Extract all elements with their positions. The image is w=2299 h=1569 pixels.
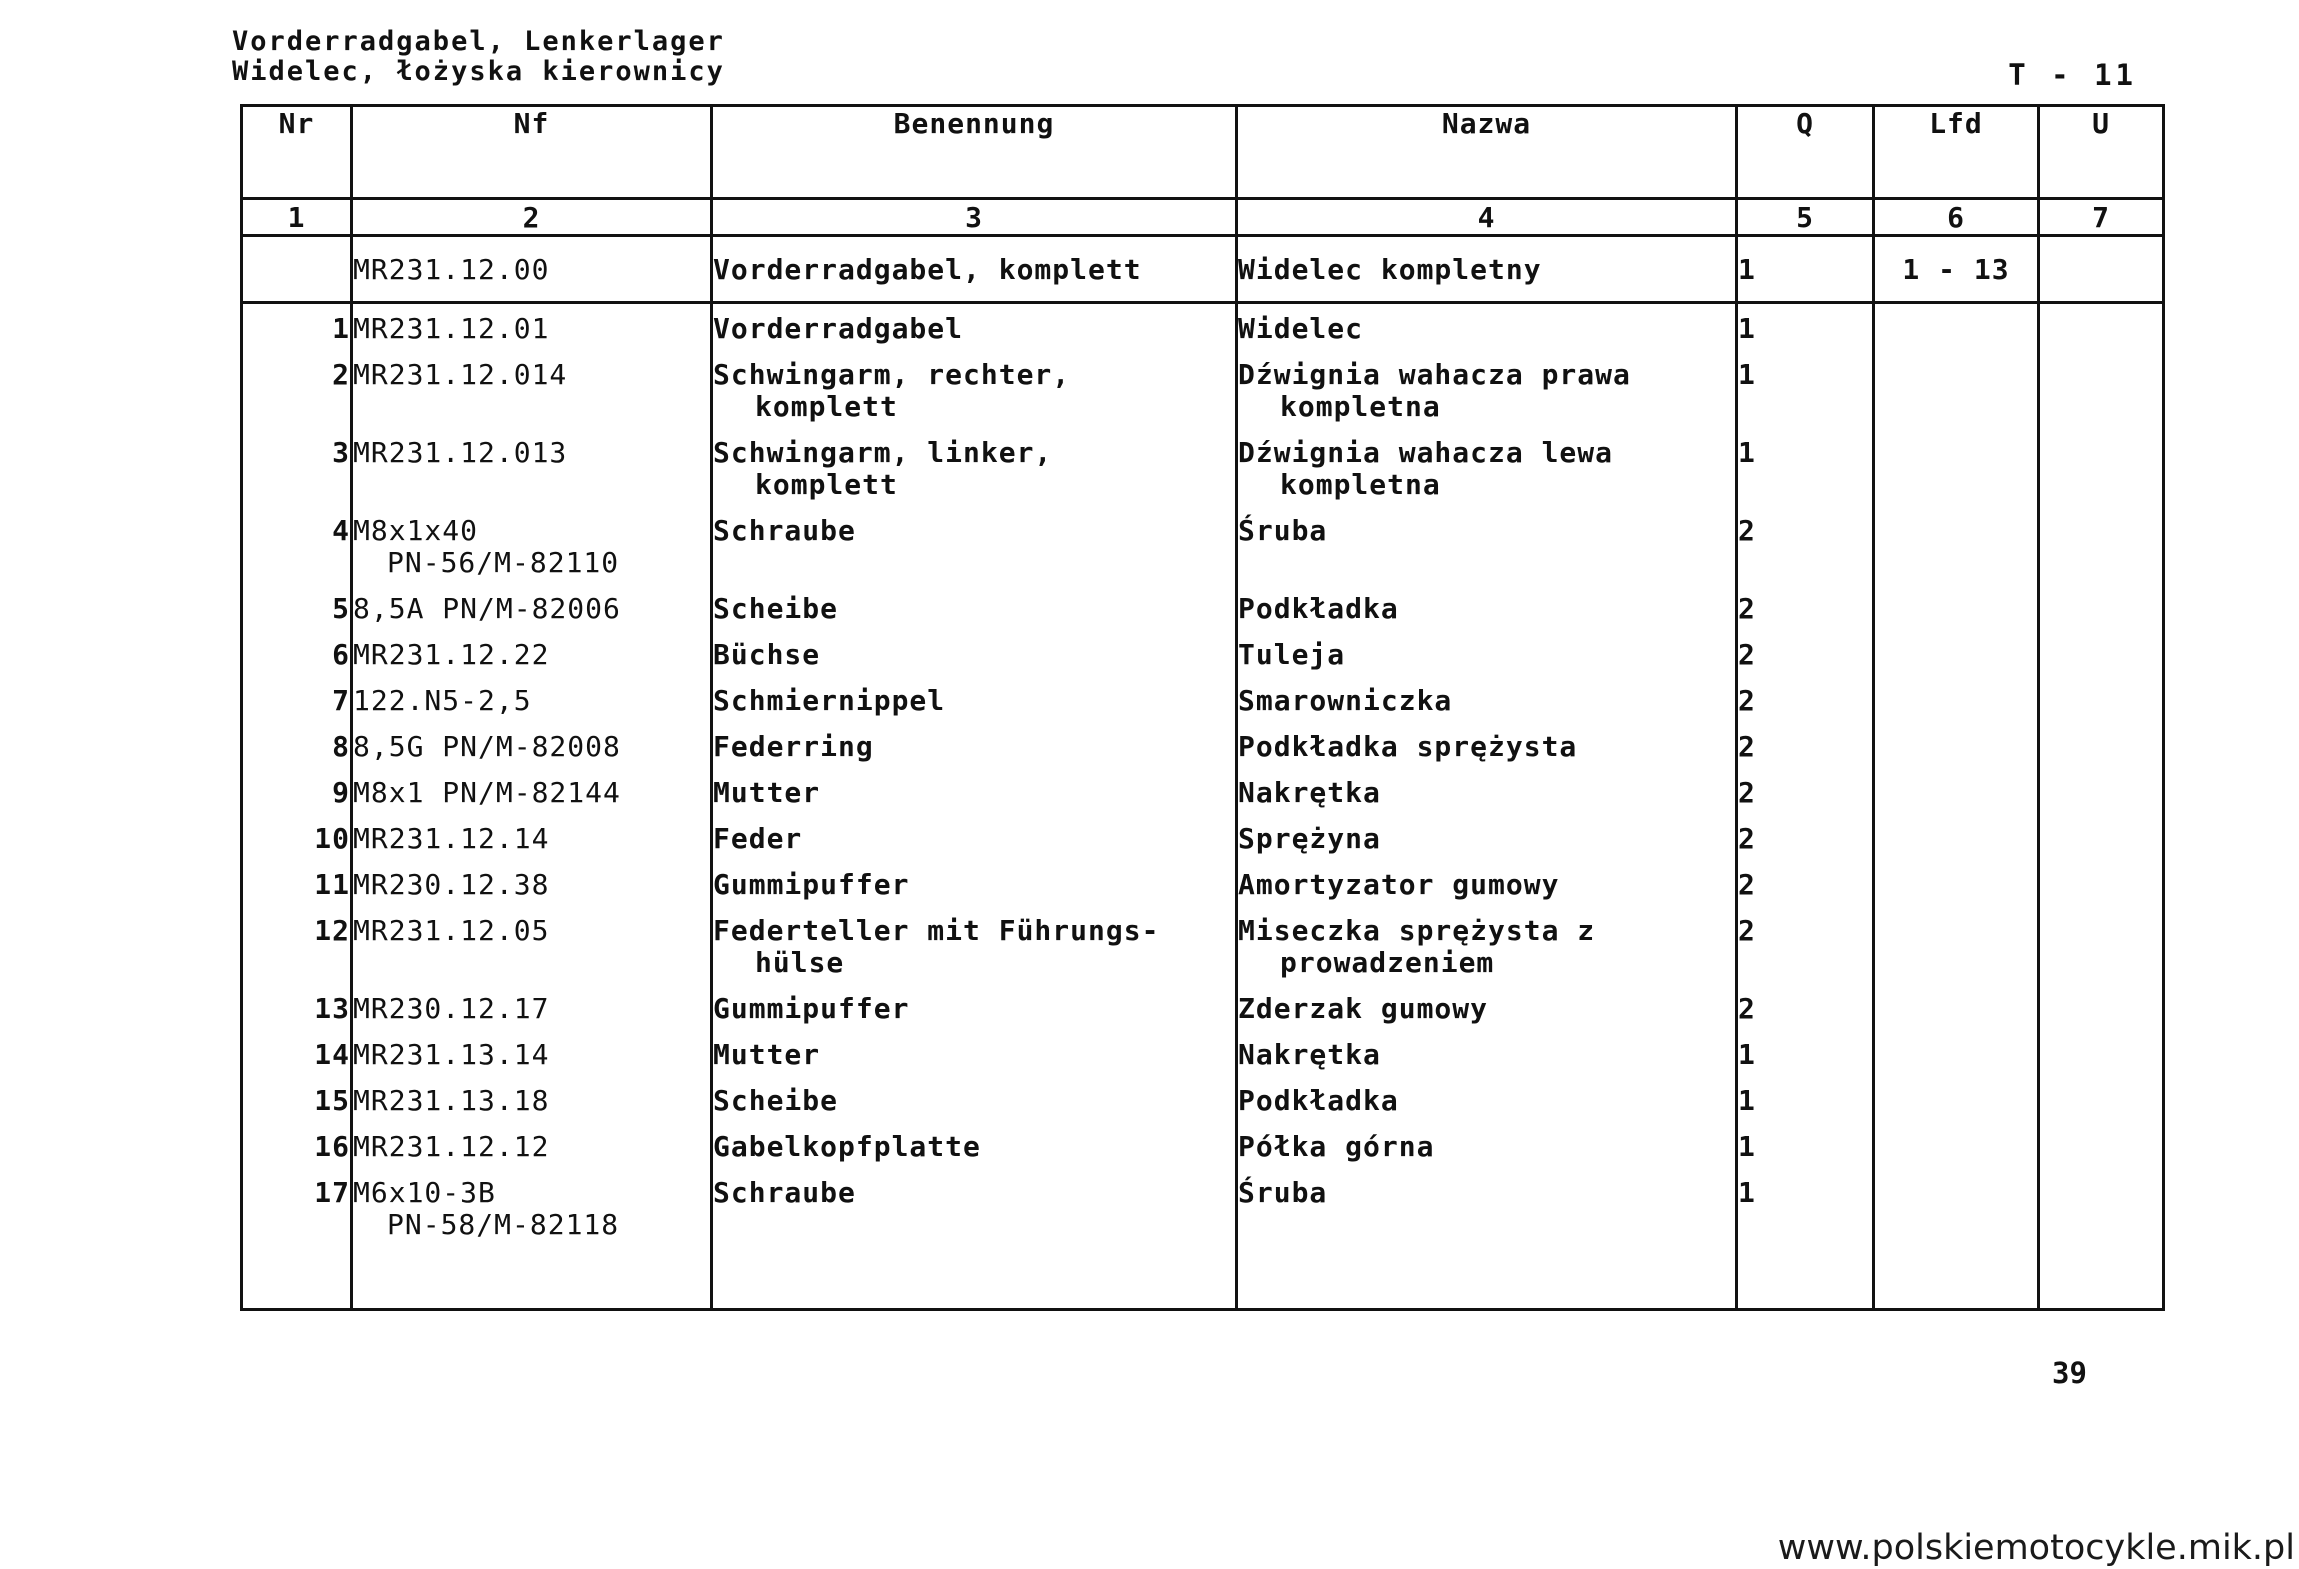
cell-q: 2 xyxy=(1737,506,1874,584)
cell-nazwa xyxy=(1237,722,1737,768)
cell-u xyxy=(2039,1076,2164,1122)
nazwa-line-2: kompletna xyxy=(1280,390,1441,423)
cell-nr: 7 xyxy=(242,676,352,722)
nazwa-line: Amortyzator gumowy xyxy=(1238,868,1560,901)
table-row xyxy=(242,350,2164,428)
cell-u xyxy=(2039,584,2164,630)
nazwa-line: Nakrętka xyxy=(1238,776,1381,809)
cell-u xyxy=(2039,630,2164,676)
cell-q: 2 xyxy=(1737,630,1874,676)
assembly-nr xyxy=(242,236,352,303)
cell-nazwa xyxy=(1237,506,1737,584)
cell-u xyxy=(2039,428,2164,506)
benennung-line: Büchse xyxy=(713,638,821,671)
nazwa-line: Tuleja xyxy=(1238,638,1346,671)
nazwa-line: Widelec xyxy=(1238,312,1364,345)
cell-nr: 11 xyxy=(242,860,352,906)
col-header-nf: Nf xyxy=(352,106,712,199)
cell-nf xyxy=(352,350,712,428)
title-german: Vorderradgabel, Lenkerlager xyxy=(232,26,725,57)
cell-lfd xyxy=(1874,584,2039,630)
assembly-u xyxy=(2039,236,2164,303)
nazwa-line: Podkładka xyxy=(1238,592,1399,625)
nf-line: M8x1x40 xyxy=(353,514,479,547)
benennung-line: Schwingarm, linker, xyxy=(713,436,1053,469)
cell-q: 2 xyxy=(1737,906,1874,984)
cell-u xyxy=(2039,1122,2164,1168)
cell-lfd xyxy=(1874,860,2039,906)
cell-q: 2 xyxy=(1737,814,1874,860)
cell-benennung xyxy=(712,906,1237,984)
parts-table xyxy=(240,104,2165,1311)
cell-nf xyxy=(352,1122,712,1168)
page-code: T - 11 xyxy=(2008,58,2137,92)
nf-line: MR231.12.05 xyxy=(353,914,550,947)
nf-line: 8,5G PN/M-82008 xyxy=(353,730,621,763)
cell-lfd xyxy=(1874,768,2039,814)
cell-lfd xyxy=(1874,303,2039,351)
cell-benennung xyxy=(712,1122,1237,1168)
cell-nr: 5 xyxy=(242,584,352,630)
cell-nazwa xyxy=(1237,768,1737,814)
cell-nr: 4 xyxy=(242,506,352,584)
cell-u xyxy=(2039,814,2164,860)
cell-nr: 17 xyxy=(242,1168,352,1246)
benennung-line-2: komplett xyxy=(755,390,898,423)
nazwa-line: Zderzak gumowy xyxy=(1238,992,1489,1025)
nazwa-line: Nakrętka xyxy=(1238,1038,1381,1071)
benennung-line: Vorderradgabel xyxy=(713,312,964,345)
nazwa-line: Podkładka xyxy=(1238,1084,1399,1117)
table-row xyxy=(242,1030,2164,1076)
nf-line: MR230.12.17 xyxy=(353,992,550,1025)
table-row xyxy=(242,303,2164,351)
cell-benennung xyxy=(712,428,1237,506)
column-number-row xyxy=(242,199,2164,236)
cell-nf xyxy=(352,428,712,506)
cell-benennung xyxy=(712,860,1237,906)
cell-nf xyxy=(352,906,712,984)
cell-nazwa xyxy=(1237,350,1737,428)
col-header-nazwa: Nazwa xyxy=(1237,106,1737,199)
nf-line: MR231.12.12 xyxy=(353,1130,550,1163)
cell-q: 2 xyxy=(1737,984,1874,1030)
nazwa-line: Sprężyna xyxy=(1238,822,1381,855)
cell-u xyxy=(2039,860,2164,906)
cell-nazwa xyxy=(1237,584,1737,630)
cell-u xyxy=(2039,676,2164,722)
benennung-line: Scheibe xyxy=(713,592,839,625)
table-row xyxy=(242,1168,2164,1246)
nazwa-line: Śruba xyxy=(1238,1176,1328,1209)
cell-nf xyxy=(352,584,712,630)
table-row xyxy=(242,1122,2164,1168)
col-header-u: U xyxy=(2039,106,2164,199)
col-header-lfd: Lfd xyxy=(1874,106,2039,199)
cell-q: 1 xyxy=(1737,303,1874,351)
benennung-line: Schraube xyxy=(713,1176,856,1209)
table-row xyxy=(242,984,2164,1030)
cell-nazwa xyxy=(1237,1122,1737,1168)
nf-line: M8x1 PN/M-82144 xyxy=(353,776,621,809)
cell-q: 2 xyxy=(1737,676,1874,722)
cell-nf xyxy=(352,676,712,722)
col-number: 4 xyxy=(1237,199,1737,236)
cell-nf xyxy=(352,303,712,351)
cell-nf xyxy=(352,1168,712,1246)
cell-benennung xyxy=(712,814,1237,860)
cell-nazwa xyxy=(1237,428,1737,506)
cell-lfd xyxy=(1874,722,2039,768)
cell-u xyxy=(2039,1030,2164,1076)
cell-q: 2 xyxy=(1737,722,1874,768)
cell-benennung xyxy=(712,506,1237,584)
cell-lfd xyxy=(1874,350,2039,428)
table-row xyxy=(242,860,2164,906)
cell-nr: 8 xyxy=(242,722,352,768)
benennung-line: Gummipuffer xyxy=(713,868,910,901)
cell-nazwa xyxy=(1237,814,1737,860)
benennung-line: Scheibe xyxy=(713,1084,839,1117)
cell-nr: 6 xyxy=(242,630,352,676)
cell-nf xyxy=(352,1030,712,1076)
nf-line: 8,5A PN/M-82006 xyxy=(353,592,621,625)
cell-benennung xyxy=(712,350,1237,428)
cell-u xyxy=(2039,722,2164,768)
empty-cell xyxy=(712,1246,1237,1310)
cell-nazwa xyxy=(1237,676,1737,722)
cell-benennung xyxy=(712,768,1237,814)
cell-q: 1 xyxy=(1737,428,1874,506)
cell-nr: 14 xyxy=(242,1030,352,1076)
cell-q: 1 xyxy=(1737,1076,1874,1122)
cell-nazwa xyxy=(1237,1168,1737,1246)
table-row xyxy=(242,768,2164,814)
cell-lfd xyxy=(1874,814,2039,860)
empty-cell xyxy=(352,1246,712,1310)
nazwa-line: Podkładka sprężysta xyxy=(1238,730,1578,763)
cell-nazwa xyxy=(1237,860,1737,906)
table-row xyxy=(242,814,2164,860)
col-number: 1 xyxy=(242,199,352,236)
benennung-line: Federring xyxy=(713,730,874,763)
assembly-nazwa: Widelec kompletny xyxy=(1237,236,1737,303)
cell-q: 1 xyxy=(1737,1030,1874,1076)
cell-nr: 2 xyxy=(242,350,352,428)
col-number: 6 xyxy=(1874,199,2039,236)
cell-nf xyxy=(352,630,712,676)
assembly-row xyxy=(242,236,2164,303)
cell-u xyxy=(2039,303,2164,351)
cell-benennung xyxy=(712,630,1237,676)
nf-line: MR231.12.01 xyxy=(353,312,550,345)
cell-lfd xyxy=(1874,428,2039,506)
nazwa-line: Śruba xyxy=(1238,514,1328,547)
nf-line: MR231.12.22 xyxy=(353,638,550,671)
cell-nr: 13 xyxy=(242,984,352,1030)
cell-lfd xyxy=(1874,1122,2039,1168)
nf-line: MR230.12.38 xyxy=(353,868,550,901)
empty-cell xyxy=(1874,1246,2039,1310)
table-row xyxy=(242,1076,2164,1122)
cell-q: 2 xyxy=(1737,584,1874,630)
cell-nr: 9 xyxy=(242,768,352,814)
cell-q: 2 xyxy=(1737,860,1874,906)
col-number: 3 xyxy=(712,199,1237,236)
cell-benennung xyxy=(712,584,1237,630)
assembly-benennung: Vorderradgabel, komplett xyxy=(712,236,1237,303)
cell-nr: 3 xyxy=(242,428,352,506)
benennung-line: Mutter xyxy=(713,1038,821,1071)
cell-nazwa xyxy=(1237,906,1737,984)
table-row xyxy=(242,506,2164,584)
benennung-line: Feder xyxy=(713,822,803,855)
benennung-line: Mutter xyxy=(713,776,821,809)
cell-q: 1 xyxy=(1737,1122,1874,1168)
cell-nazwa xyxy=(1237,984,1737,1030)
benennung-line: Schmiernippel xyxy=(713,684,946,717)
col-number: 2 xyxy=(352,199,712,236)
nazwa-line: Miseczka sprężysta z xyxy=(1238,914,1596,947)
benennung-line: Schraube xyxy=(713,514,856,547)
website-url: www.polskiemotocykle.mik.pl xyxy=(1777,1528,2295,1568)
nf-line: MR231.13.14 xyxy=(353,1038,550,1071)
empty-cell xyxy=(1237,1246,1737,1310)
table-filler-row xyxy=(242,1246,2164,1310)
nf-line: 122.N5-2,5 xyxy=(353,684,532,717)
cell-nr: 10 xyxy=(242,814,352,860)
empty-cell xyxy=(2039,1246,2164,1310)
cell-nazwa xyxy=(1237,1076,1737,1122)
nf-line: MR231.13.18 xyxy=(353,1084,550,1117)
assembly-lfd: 1 - 13 xyxy=(1874,236,2039,303)
nf-line: MR231.12.014 xyxy=(353,358,568,391)
nazwa-line: Półka górna xyxy=(1238,1130,1435,1163)
benennung-line-2: hülse xyxy=(755,946,845,979)
cell-nf xyxy=(352,1076,712,1122)
benennung-line: Schwingarm, rechter, xyxy=(713,358,1071,391)
cell-u xyxy=(2039,906,2164,984)
nf-line: MR231.12.013 xyxy=(353,436,568,469)
cell-nf xyxy=(352,814,712,860)
benennung-line-2: komplett xyxy=(755,468,898,501)
table-row xyxy=(242,630,2164,676)
table-row xyxy=(242,906,2164,984)
cell-nazwa xyxy=(1237,303,1737,351)
cell-nf xyxy=(352,984,712,1030)
cell-benennung xyxy=(712,984,1237,1030)
cell-nf xyxy=(352,860,712,906)
cell-u xyxy=(2039,984,2164,1030)
cell-lfd xyxy=(1874,1030,2039,1076)
table-row xyxy=(242,676,2164,722)
cell-benennung xyxy=(712,1168,1237,1246)
nf-line: M6x10-3B xyxy=(353,1176,496,1209)
nazwa-line: Dźwignia wahacza prawa xyxy=(1238,358,1631,391)
cell-u xyxy=(2039,1168,2164,1246)
cell-nf xyxy=(352,722,712,768)
cell-u xyxy=(2039,350,2164,428)
col-number: 7 xyxy=(2039,199,2164,236)
nazwa-line-2: prowadzeniem xyxy=(1280,946,1495,979)
cell-nf xyxy=(352,506,712,584)
cell-lfd xyxy=(1874,906,2039,984)
assembly-nf: MR231.12.00 xyxy=(352,236,712,303)
col-header-nr: Nr xyxy=(242,106,352,199)
cell-nazwa xyxy=(1237,630,1737,676)
cell-q: 1 xyxy=(1737,1168,1874,1246)
cell-benennung xyxy=(712,676,1237,722)
nazwa-line-2: kompletna xyxy=(1280,468,1441,501)
title-polish: Widelec, łożyska kierownicy xyxy=(232,56,725,87)
empty-cell xyxy=(1737,1246,1874,1310)
cell-benennung xyxy=(712,303,1237,351)
benennung-line: Gabelkopfplatte xyxy=(713,1130,981,1163)
cell-nr: 12 xyxy=(242,906,352,984)
cell-q: 1 xyxy=(1737,350,1874,428)
page-number: 39 xyxy=(2052,1356,2087,1390)
cell-benennung xyxy=(712,722,1237,768)
cell-lfd xyxy=(1874,984,2039,1030)
nf-line-2: PN-58/M-82118 xyxy=(387,1208,620,1241)
cell-benennung xyxy=(712,1076,1237,1122)
header-row xyxy=(242,106,2164,199)
cell-nr: 1 xyxy=(242,303,352,351)
table-row xyxy=(242,722,2164,768)
nf-line-2: PN-56/M-82110 xyxy=(387,546,620,579)
cell-lfd xyxy=(1874,506,2039,584)
cell-benennung xyxy=(712,1030,1237,1076)
empty-cell xyxy=(242,1246,352,1310)
col-header-q: Q xyxy=(1737,106,1874,199)
cell-u xyxy=(2039,768,2164,814)
cell-q: 2 xyxy=(1737,768,1874,814)
benennung-line: Gummipuffer xyxy=(713,992,910,1025)
cell-nr: 15 xyxy=(242,1076,352,1122)
benennung-line: Federteller mit Führungs- xyxy=(713,914,1160,947)
cell-nazwa xyxy=(1237,1030,1737,1076)
cell-u xyxy=(2039,506,2164,584)
cell-lfd xyxy=(1874,676,2039,722)
nazwa-line: Dźwignia wahacza lewa xyxy=(1238,436,1614,469)
cell-lfd xyxy=(1874,1168,2039,1246)
cell-lfd xyxy=(1874,1076,2039,1122)
nazwa-line: Smarowniczka xyxy=(1238,684,1453,717)
cell-lfd xyxy=(1874,630,2039,676)
table-row xyxy=(242,428,2164,506)
cell-nf xyxy=(352,768,712,814)
table-row xyxy=(242,584,2164,630)
assembly-q: 1 xyxy=(1737,236,1874,303)
col-header-benennung: Benennung xyxy=(712,106,1237,199)
col-number: 5 xyxy=(1737,199,1874,236)
nf-line: MR231.12.14 xyxy=(353,822,550,855)
cell-nr: 16 xyxy=(242,1122,352,1168)
